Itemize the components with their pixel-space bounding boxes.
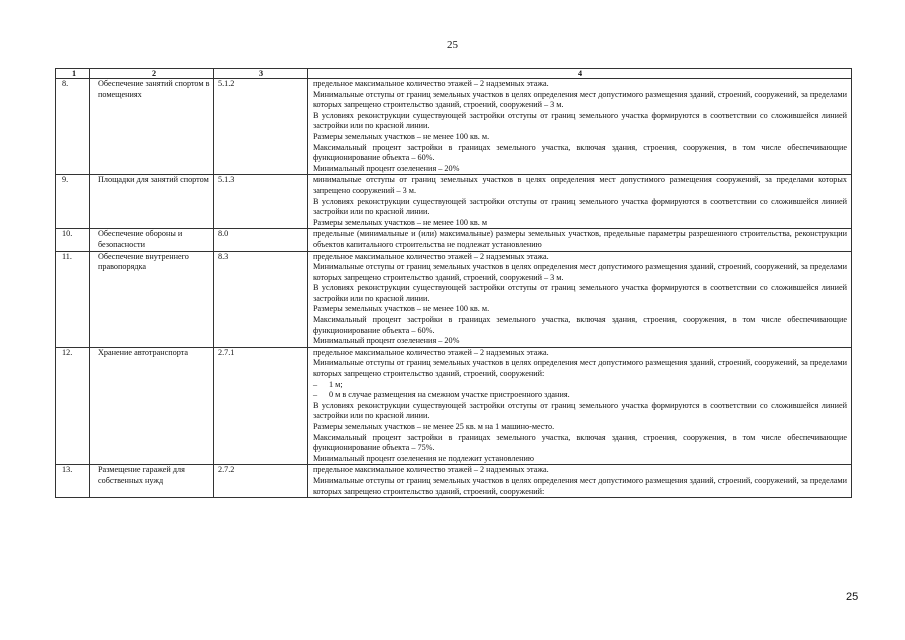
use-code: 2.7.1 (214, 347, 308, 465)
parameters-cell (308, 229, 852, 251)
header-col-2: 2 (90, 69, 214, 79)
use-name: Обеспечение занятий спортом в помещениях (90, 79, 214, 175)
parameters-cell (308, 175, 852, 229)
parameter-line: Максимальный процент застройки в границах земельного участка, включая здания, строения, сооружения, в том числе обеспечивающие функционирование объекта – 75%. (313, 432, 847, 453)
use-code: 8.0 (214, 229, 308, 251)
table-row (56, 251, 852, 347)
parameter-line: Минимальный процент озеленения – 20% (313, 336, 460, 346)
use-code: 8.3 (214, 251, 308, 347)
parameter-line: Размеры земельных участков – не менее 25 кв. м на 1 машино-место. (313, 422, 555, 431)
row-number: 11. (56, 251, 90, 347)
use-name: Обеспечение внутреннего правопорядка (90, 251, 214, 347)
use-code: 5.1.2 (214, 79, 308, 175)
parameter-line: Максимальный процент застройки в границах земельного участка, включая здания, строения, сооружения, в том числе обеспечивающие функционирование объекта – 60%. (313, 315, 847, 335)
use-name: Размещение гаражей для собственных нужд (90, 465, 214, 498)
parameter-line: минимальные отступы от границ земельных участков в целях определения мест допустимого размещения сооружений, за пределами которых запрещено сооружений – 3 м. (313, 175, 847, 195)
parameter-line: предельные (минимальные и (или) максимальные) размеры земельных участков, предельные параметры разрешенного строительства, реконструкции объектов капитального строительства не подлежат установлению (313, 229, 847, 249)
parameter-line: В условиях реконструкции существующей застройки отступы от границ земельного участка формируются в соответствии со сложившейся линией застройки или по красной линии. (313, 110, 847, 131)
parameter-line: предельное максимальное количество этажей – 2 надземных этажа. (313, 251, 549, 261)
parameter-line: Размеры земельных участков – не менее 100 кв. м. (313, 131, 490, 141)
page-number-bottom: 25 (846, 591, 859, 603)
parameter-line: В условиях реконструкции существующей застройки отступы от границ земельного участка формируются в соответствии со сложившейся линией застройки или по красной линии. (313, 283, 847, 303)
parameters-cell (308, 465, 852, 498)
dash-item-text: 0 м в случае размещения на смежном участке пристроенного здания. (329, 390, 570, 400)
row-number: 10. (56, 229, 90, 251)
parameter-line: В условиях реконструкции существующей застройки отступы от границ земельного участка формируются в соответствии со сложившейся линией застройки или по красной линии. (313, 400, 847, 421)
regulations-table (55, 68, 852, 498)
page-number-top: 25 (447, 39, 458, 51)
parameter-line: Минимальные отступы от границ земельных участков в целях определения мест допустимого размещения зданий, строений, сооружений, за пределами которых запрещено строительство зданий, строений, сооружений: (313, 475, 847, 496)
dash-marker: – (313, 390, 318, 400)
dash-item-text: 1 м; (329, 379, 343, 389)
dash-marker: – (313, 379, 318, 389)
use-name: Обеспечение обороны и безопасности (90, 229, 214, 251)
parameter-line: предельное максимальное количество этажей – 2 надземных этажа. (313, 347, 549, 357)
parameter-line: Максимальный процент застройки в границах земельного участка, включая здания, строения, сооружения, в том числе обеспечивающие функционирование объекта – 60%. (313, 142, 847, 163)
parameters-cell (308, 347, 852, 465)
table-row (56, 229, 852, 251)
table-row (56, 175, 852, 229)
parameters-cell (308, 251, 852, 347)
parameter-line: Минимальные отступы от границ земельных участков в целях определения мест допустимого размещения зданий, строений, сооружений, за пределами которых запрещено строительство зданий, строений, сооружений: (313, 358, 847, 379)
parameter-line: Размеры земельных участков – не менее 100 кв. м (313, 217, 488, 227)
row-number: 13. (56, 465, 90, 498)
row-number: 12. (56, 347, 90, 465)
table-header-row (56, 69, 852, 79)
use-code: 5.1.3 (214, 175, 308, 229)
table-row (56, 465, 852, 498)
header-col-1: 1 (56, 69, 90, 79)
use-name: Площадки для занятий спортом (90, 175, 214, 229)
use-code: 2.7.2 (214, 465, 308, 498)
header-col-4: 4 (308, 69, 852, 79)
row-number: 8. (56, 79, 90, 175)
use-name: Хранение автотранспорта (90, 347, 214, 465)
table-row (56, 79, 852, 175)
parameter-line: Минимальный процент озеленения не подлежит установлению (313, 453, 534, 463)
parameter-line: Минимальные отступы от границ земельных участков в целях определения мест допустимого размещения зданий, строений, сооружений, за пределами которых запрещено строительство зданий, строений, сооружений – 3 м. (313, 262, 847, 282)
dash-list-item (313, 390, 847, 401)
parameter-line: Минимальные отступы от границ земельных участков в целях определения мест допустимого размещения зданий, строений, сооружений, за пределами которых запрещено строительство зданий, строений, сооружений – 3 м. (313, 89, 847, 110)
dash-list-item (313, 380, 847, 391)
row-number: 9. (56, 175, 90, 229)
table-row (56, 347, 852, 465)
parameter-line: Размеры земельных участков – не менее 100 кв. м. (313, 304, 490, 314)
parameter-line: предельное максимальное количество этажей – 2 надземных этажа. (313, 465, 549, 475)
header-col-3: 3 (214, 69, 308, 79)
parameter-line: Минимальный процент озеленения – 20% (313, 163, 460, 173)
parameter-line: предельное максимальное количество этажей – 2 надземных этажа. (313, 79, 549, 88)
parameter-line: В условиях реконструкции существующей застройки отступы от границ земельного участка формируются в соответствии со сложившейся линией застройки или по красной линии. (313, 196, 847, 217)
parameters-cell (308, 79, 852, 175)
